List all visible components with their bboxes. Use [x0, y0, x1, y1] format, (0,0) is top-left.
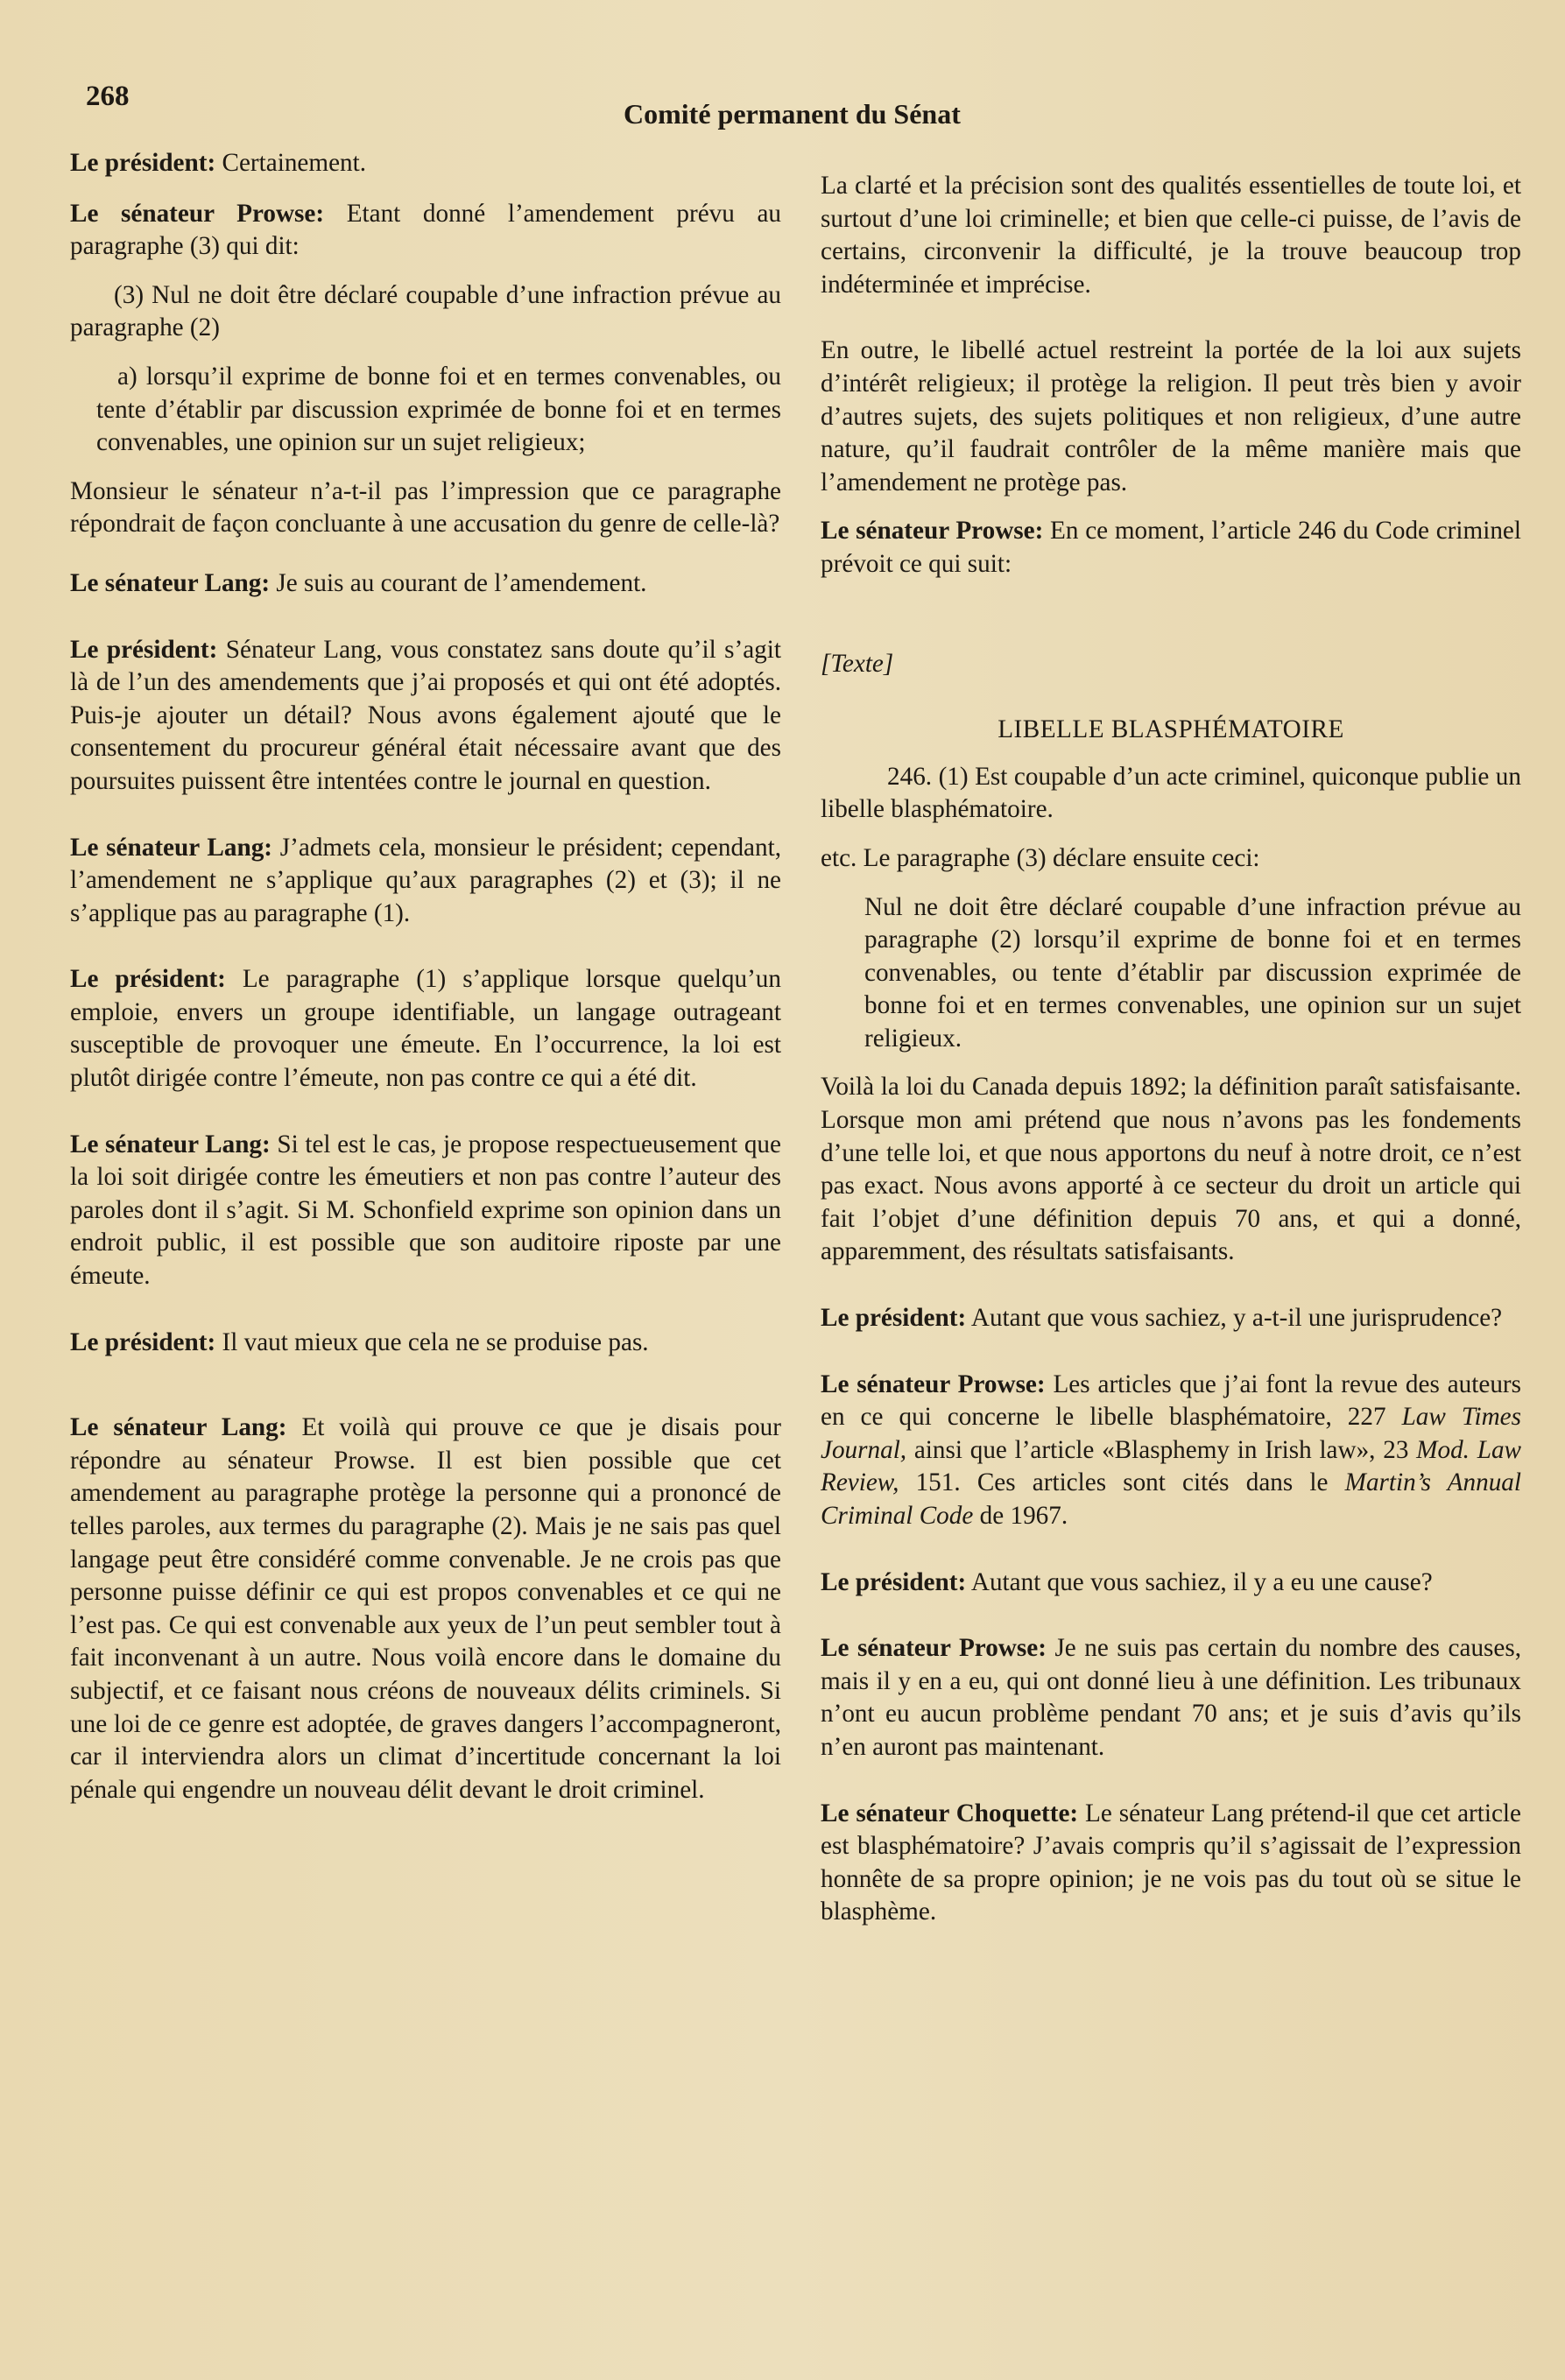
citation: Mod. Law Review,	[821, 1435, 1522, 1497]
paragraph	[70, 1412, 781, 1806]
paragraph-text: ainsi que l’article «Blasphemy in Irish law», 23	[906, 1435, 1417, 1464]
statute-section: 246. (1) Est coupable d’un acte criminel, quiconque publie un libelle blasphématoire.	[821, 762, 1521, 824]
paragraph	[821, 1567, 1521, 1600]
paragraph	[70, 1327, 781, 1360]
quoted-text: Nul ne doit être déclaré coupable d’une infraction prévue au paragraphe (2) lorsqu’il exprime de bonne foi et en termes convenables, ou tente d’établir par discussion exprimée de bonne foi et en termes convenables, une opinion sur un sujet religieux.	[864, 892, 1521, 1053]
speaker-label: Le sénateur Lang:	[70, 833, 273, 862]
speaker-label: Le président:	[70, 149, 216, 177]
speaker-label: Le sénateur Lang:	[70, 1130, 271, 1158]
paragraph: Monsieur le sénateur n’a-t-il pas l’impression que ce paragraphe répondrait de façon concluante à une accusation du genre de celle-là?	[70, 476, 781, 539]
speaker-label: Le sénateur Prowse:	[821, 517, 1044, 546]
running-title: Comité permanent du Sénat	[624, 98, 961, 130]
paragraph-text: En ce moment, l’article 246 du Code criminel prévoit ce qui suit:	[821, 517, 1521, 578]
right-column	[821, 147, 1521, 1962]
paragraph	[70, 567, 781, 601]
paragraph-text: Il vaut mieux que cela ne se produise pas.	[215, 1327, 649, 1356]
speaker-label: Le sénateur Lang:	[70, 568, 271, 597]
text-marker: [Texte]	[821, 649, 894, 678]
speaker-label: Le sénateur Prowse:	[821, 1370, 1046, 1398]
paragraph: La clarté et la précision sont des qualités essentielles de toute loi, et surtout d’une loi criminelle; et bien que celle-ci puisse, de l’avis de certains, circonvenir la difficulté, je la trouve beaucoup trop indéterminée et imprécise.	[821, 172, 1521, 299]
quoted-text: (3) Nul ne doit être déclaré coupable d’une infraction prévue au paragraphe (2)	[70, 280, 781, 342]
page-number: 268	[86, 81, 130, 112]
speaker-label: Le président:	[70, 965, 226, 994]
left-column	[70, 147, 781, 1840]
paragraph-text: Sénateur Lang, vous constatez sans doute qu’il s’agit là de l’un des amendements que j’ai proposés et qui ont été adoptés. Puis-je ajouter un détail? Nous avons également ajouté que le consentement du procureur général était nécessaire avant que des poursuites puissent être intentées contre le journal en question.	[70, 635, 781, 795]
paragraph-text: 151. Ces articles sont cités dans le	[899, 1468, 1345, 1497]
paragraph	[821, 1369, 1521, 1533]
paragraph-text: de 1967.	[973, 1502, 1068, 1530]
paragraph: etc. Le paragraphe (3) déclare ensuite ceci:	[821, 843, 1260, 872]
paragraph-text: Certainement.	[215, 149, 367, 177]
paragraph-text: Autant que vous sachiez, il y a eu une cause?	[966, 1567, 1433, 1596]
paragraph	[821, 1632, 1521, 1764]
citation: Law Times Journal,	[821, 1403, 1521, 1464]
paragraph-text: Les articles que j’ai font la revue des auteurs en ce qui concerne le libelle blasphématoire, 227	[821, 1370, 1521, 1432]
paragraph	[70, 1129, 781, 1293]
paragraph	[821, 1798, 1521, 1929]
speaker-label: Le président:	[70, 1327, 216, 1356]
paragraph-text: Si tel est le cas, je propose respectueusement que la loi soit dirigée contre les émeutiers et non pas contre l’auteur des paroles dont il s’agit. Si M. Schonfield exprime son opinion dans un endroit public, il est possible que son auditoire riposte par une émeute.	[70, 1130, 781, 1291]
speaker-label: Le sénateur Prowse:	[821, 1634, 1047, 1663]
paragraph: En outre, le libellé actuel restreint la portée de la loi aux sujets d’intérêt religieux; il protège la religion. Il peut très bien y avoir d’autres sujets, des sujets politiques et non religieux, d’une autre nature, qu’il faudrait contrôler de la même manière mais que l’amendement ne protège pas.	[821, 336, 1521, 496]
paragraph-text: Je suis au courant de l’amendement.	[270, 568, 647, 597]
paragraph: Voilà la loi du Canada depuis 1892; la définition paraît satisfaisante. Lorsque mon ami prétend que nous n’avons pas les fondements d’une telle loi, et que nous apportons du neuf à notre droit, ce n’est pas exact. Nous avons apporté à ce secteur du droit un article qui fait l’objet d’une définition depuis 70 ans, et qui a donné, apparemment, des résultats satisfaisants.	[821, 1073, 1521, 1266]
paragraph-text: Et voilà qui prouve ce que je disais pour répondre au sénateur Prowse. Il est bien possible que cet amendement au paragraphe protège la personne qui a prononcé de telles paroles, aux termes du paragraphe (2). Mais je ne sais pas quel langage peut être considéré comme convenable. Je ne crois pas que personne puisse définir ce qui est propos convenables et ce qui ne l’est pas. Ce qui est convenable aux yeux de l’un peut sembler tout à fait inconvenant à un autre. Nous voilà encore dans le domaine du subjectif, et ce faisant nous créons de nouveaux délits criminels. Si une loi de ce genre est adoptée, de graves dangers l’accompagneront, car il interviendra alors un climat d’incertitude concernant la loi pénale qui engendre un nouveau délit devant le droit criminel.	[70, 1413, 781, 1804]
quoted-text: a) lorsqu’il exprime de bonne foi et en termes convenables, ou tente d’établir par discussion exprimée de bonne foi et en termes convenables, une opinion sur un sujet religieux;	[96, 362, 781, 457]
paragraph	[70, 198, 781, 264]
paragraph	[70, 147, 781, 180]
paragraph	[70, 634, 781, 799]
paragraph	[70, 963, 781, 1095]
speaker-label: Le président:	[821, 1567, 967, 1596]
paragraph-text: Le sénateur Lang prétend-il que cet article est blasphématoire? J’avais compris qu’il s’agissait de l’expression honnête de sa propre opinion; je ne vois pas du tout où se situe le blasphème.	[821, 1799, 1522, 1926]
paragraph	[70, 832, 781, 931]
speaker-label: Le sénateur Lang:	[70, 1413, 287, 1442]
section-heading: LIBELLE BLASPHÉMATOIRE	[998, 715, 1344, 744]
paragraph-text: Le paragraphe (1) s’applique lorsque quelqu’un emploie, envers un groupe identifiable, un langage outrageant susceptible de provoquer une émeute. En l’occurrence, la loi est plutôt dirigée contre l’émeute, non pas contre ce qui a été dit.	[70, 965, 781, 1093]
speaker-label: Le sénateur Prowse:	[70, 199, 325, 228]
paragraph	[821, 1302, 1521, 1335]
speaker-label: Le président:	[821, 1304, 967, 1333]
speaker-label: Le sénateur Choquette:	[821, 1799, 1079, 1827]
paragraph-text: J’admets cela, monsieur le président; cependant, l’amendement ne s’applique qu’aux paragraphes (2) et (3); il ne s’applique pas au paragraphe (1).	[70, 833, 781, 927]
paragraph-text: Je ne suis pas certain du nombre des causes, mais il y en a eu, qui ont donné lieu à une définition. Les tribunaux n’ont eu aucun problème pendant 70 ans; et je suis d’avis qu’ils n’en auront pas maintenant.	[821, 1634, 1522, 1761]
speaker-label: Le président:	[70, 635, 218, 664]
paragraph	[821, 515, 1521, 581]
paragraph-text: Autant que vous sachiez, y a-t-il une jurisprudence?	[966, 1304, 1503, 1333]
citation: Martin’s Annual Criminal Code	[821, 1468, 1521, 1530]
paragraph-text: Etant donné l’amendement prévu au paragraphe (3) qui dit:	[70, 199, 781, 261]
